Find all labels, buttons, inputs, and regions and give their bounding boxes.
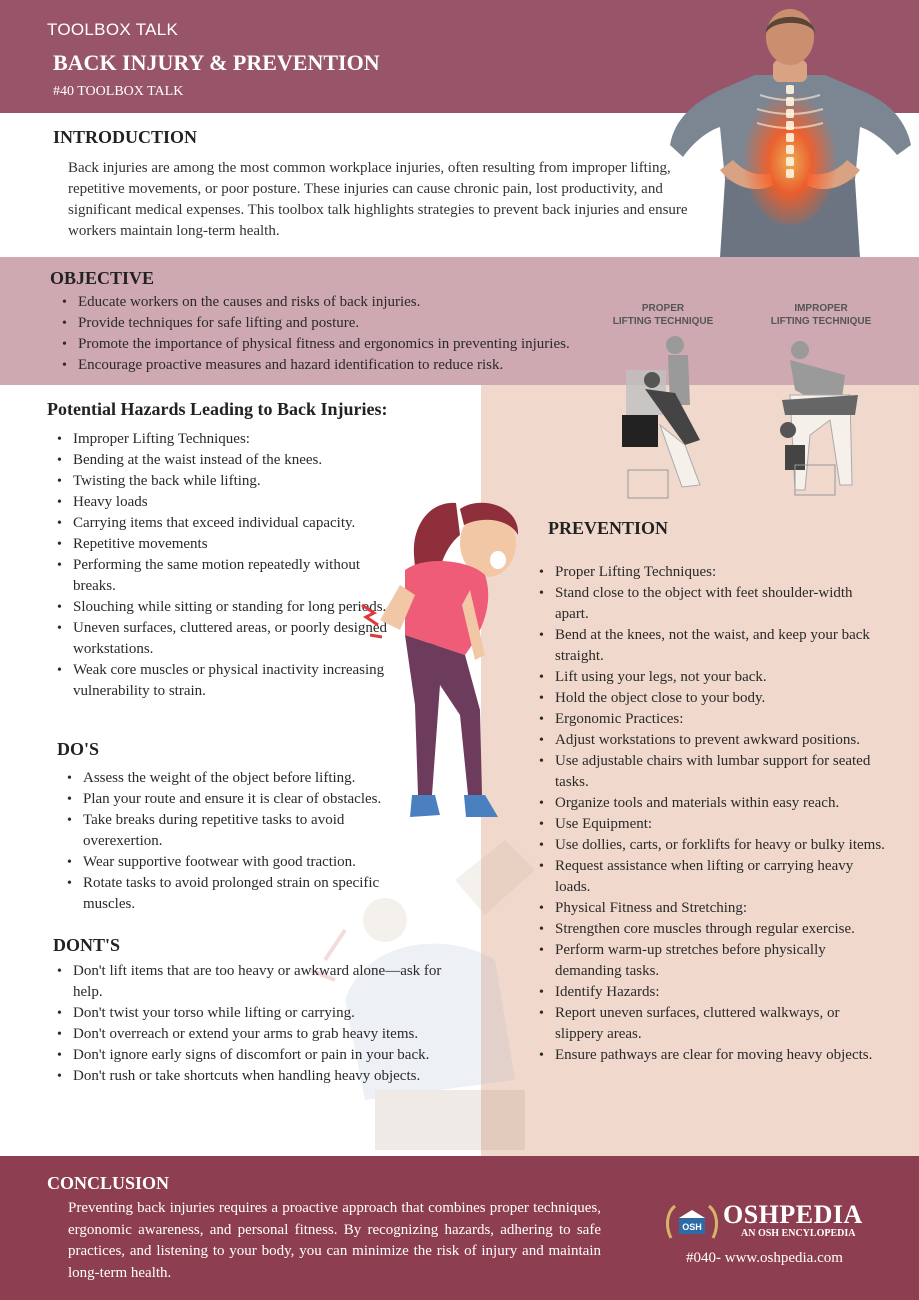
prevention-title: PREVENTION	[548, 518, 669, 538]
list-item: • Don't overreach or extend your arms to grab heavy items.	[55, 1024, 455, 1045]
list-item: • Don't twist your torso while lifting or carrying.	[55, 1003, 455, 1024]
list-item: • Performing the same motion repeatedly without breaks.	[55, 555, 405, 597]
conclusion-footer	[0, 1156, 919, 1300]
list-item: • Take breaks during repetitive tasks to avoid overexertion.	[65, 810, 425, 852]
objective-title: OBJECTIVE	[50, 268, 155, 288]
conclusion-text: Preventing back injuries requires a proactive approach that combines proper techniques, ergonomic awareness, and personal fitness. By recognizing hazards, adhering to safe practices, and listening to your body, you can minimize the risk of injury and maintain long-term health.	[68, 1200, 601, 1281]
list-item: • Adjust workstations to prevent awkward positions.	[537, 730, 887, 751]
introduction-text: Back injuries are among the most common workplace injuries, often resulting from improper lifting, repetitive movements, or poor posture. These injuries can cause chronic pain, lost productivity, and significant medical expenses. This toolbox talk highlights strategies to prevent back injuries and ensure workers maintain long-term health.	[68, 160, 688, 239]
list-item: • Encourage proactive measures and hazard identification to reduce risk.	[60, 355, 640, 376]
header-subtitle: #40 TOOLBOX TALK	[53, 84, 184, 99]
list-item: • Uneven surfaces, cluttered areas, or poorly designed workstations.	[55, 618, 405, 660]
proper-label-line2: LIFTING TECHNIQUE	[612, 316, 714, 327]
list-item: • Don't ignore early signs of discomfort or pain in your back.	[55, 1045, 455, 1066]
list-item: • Educate workers on the causes and risks of back injuries.	[60, 292, 640, 313]
list-item: • Lift using your legs, not your back.	[537, 667, 887, 688]
list-item: • Ergonomic Practices:	[537, 709, 887, 730]
oshpedia-logo-icon	[665, 1202, 719, 1242]
improper-label-line1: IMPROPER	[794, 303, 848, 314]
list-item: • Repetitive movements	[55, 534, 405, 555]
list-item: • Identify Hazards:	[537, 982, 887, 1003]
list-item: • Promote the importance of physical fitness and ergonomics in preventing injuries.	[60, 334, 640, 355]
conclusion-title: CONCLUSION	[47, 1173, 170, 1193]
list-item: • Weak core muscles or physical inactivity increasing vulnerability to strain.	[55, 660, 405, 702]
list-item: • Carrying items that exceed individual capacity.	[55, 513, 405, 534]
list-item: • Ensure pathways are clear for moving heavy objects.	[537, 1045, 887, 1066]
dos-list	[65, 768, 425, 915]
proper-lift-figure	[622, 336, 700, 498]
list-item: • Proper Lifting Techniques:	[537, 562, 887, 583]
list-item: • Physical Fitness and Stretching:	[537, 898, 887, 919]
lifting-technique-illustration	[590, 295, 890, 505]
list-item: • Use dollies, carts, or forklifts for heavy or bulky items.	[537, 835, 887, 856]
list-item: • Hold the object close to your body.	[537, 688, 887, 709]
list-item: • Report uneven surfaces, cluttered walkways, or slippery areas.	[537, 1003, 887, 1045]
list-item: • Wear supportive footwear with good traction.	[65, 852, 425, 873]
improper-label-line2: LIFTING TECHNIQUE	[770, 316, 872, 327]
list-item: • Plan your route and ensure it is clear of obstacles.	[65, 789, 425, 810]
list-item: • Rotate tasks to avoid prolonged strain on specific muscles.	[65, 873, 425, 915]
list-item: • Perform warm-up stretches before physically demanding tasks.	[537, 940, 887, 982]
list-item: • Slouching while sitting or standing for long periods.	[55, 597, 405, 618]
list-item: • Bend at the knees, not the waist, and keep your back straight.	[537, 625, 887, 667]
brand-name: OSHPEDIA	[723, 1200, 863, 1229]
list-item: • Strengthen core muscles through regular exercise.	[537, 919, 887, 940]
proper-label-line1: PROPER	[641, 303, 685, 314]
donts-title: DONT'S	[53, 935, 121, 955]
improper-lift-figure	[780, 341, 858, 495]
list-item: • Use Equipment:	[537, 814, 887, 835]
list-item: • Bending at the waist instead of the knees.	[55, 450, 405, 471]
page-title: BACK INJURY & PREVENTION	[53, 50, 380, 75]
list-item: • Provide techniques for safe lifting and posture.	[60, 313, 640, 334]
header-kicker: TOOLBOX TALK	[47, 20, 179, 39]
website-link[interactable]: #040- www.oshpedia.com	[686, 1250, 843, 1266]
hazards-title: Potential Hazards Leading to Back Injuries:	[47, 399, 388, 419]
list-item: • Heavy loads	[55, 492, 405, 513]
list-item: • Stand close to the object with feet shoulder-width apart.	[537, 583, 887, 625]
list-item: • Assess the weight of the object before lifting.	[65, 768, 425, 789]
introduction-title: INTRODUCTION	[53, 127, 198, 147]
dos-title: DO'S	[57, 739, 100, 759]
logo-emblem-text: OSH	[682, 1222, 702, 1232]
donts-list	[55, 961, 455, 1087]
prevention-list	[537, 562, 887, 1066]
list-item: • Twisting the back while lifting.	[55, 471, 405, 492]
list-item: • Organize tools and materials within easy reach.	[537, 793, 887, 814]
brand-tagline: AN OSH ENCYLOPEDIA	[741, 1228, 856, 1239]
objective-list	[60, 292, 640, 376]
pain-spark-icon	[362, 605, 382, 637]
hazards-list	[55, 429, 405, 702]
list-item: • Use adjustable chairs with lumbar support for seated tasks.	[537, 751, 887, 793]
list-item: • Don't rush or take shortcuts when handling heavy objects.	[55, 1066, 455, 1087]
list-item: • Improper Lifting Techniques:	[55, 429, 405, 450]
list-item: • Don't lift items that are too heavy or awkward alone—ask for help.	[55, 961, 455, 1003]
list-item: • Request assistance when lifting or carrying heavy loads.	[537, 856, 887, 898]
